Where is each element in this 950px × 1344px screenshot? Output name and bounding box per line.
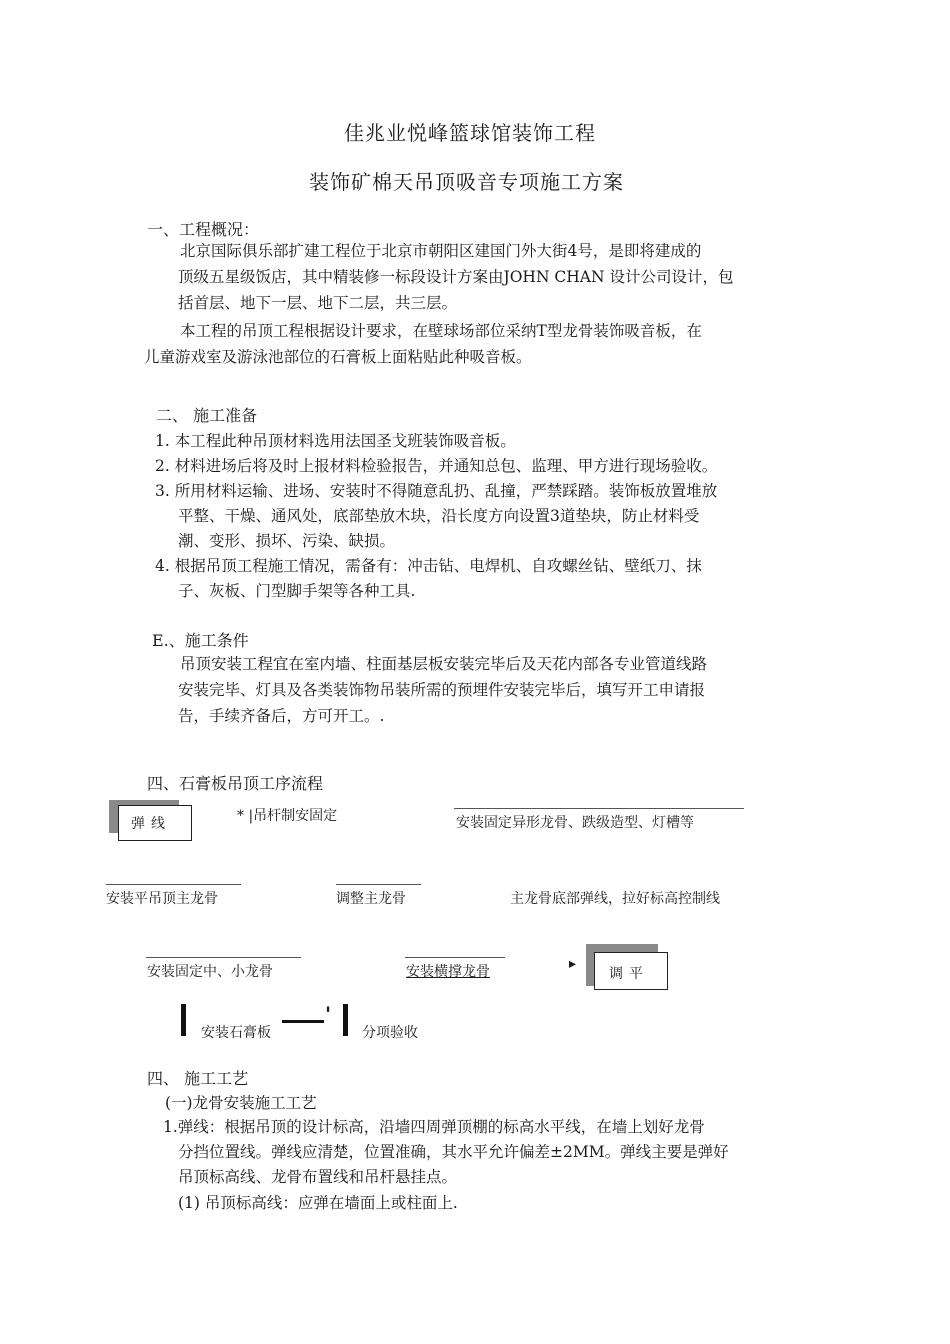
flow-step-cross-keel: 安装横撑龙骨 <box>406 964 490 980</box>
section-2-item: 3. 所用材料运输、进场、安装时不得随意乱扔、乱撞，严禁踩踏。装饰板放置堆放 <box>155 482 718 500</box>
section-2-item: 潮、变形、损坏、污染、缺损。 <box>178 532 396 550</box>
flow-level-label: 调平 <box>609 966 649 982</box>
section-5-subheading: (一)龙骨安装施工工艺 <box>165 1094 317 1112</box>
flow-start-label: 弹线 <box>131 816 171 832</box>
section-2-item: 2. 材料进场后将及时上报材料检验报告，并通知总包、监理、甲方进行现场验收。 <box>155 457 718 475</box>
document-subtitle: 装饰矿棉天吊顶吸音专项施工方案 <box>309 170 624 194</box>
flow-bracket-right <box>343 1004 348 1036</box>
section-2-item: 1. 本工程此种吊顶材料选用法国圣戈班装饰吸音板。 <box>155 432 516 450</box>
section-3-line: 吊顶安装工程宜在室内墙、柱面基层板安装完毕后及天花内部各专业管道线路 <box>180 655 708 673</box>
flow-tick-mark: ' <box>325 1002 332 1026</box>
flow-bracket-left <box>181 1004 186 1036</box>
section-1-line: 北京国际俱乐部扩建工程位于北京市朝阳区建国门外大街4号，是即将建成的 <box>180 242 702 260</box>
flow-step-main-keel: 安装平吊顶主龙骨 <box>106 891 218 907</box>
flow-rule <box>454 808 744 809</box>
flow-step-gypsum: 安装石膏板 <box>201 1025 271 1041</box>
section-2-heading: 二、 施工准备 <box>156 406 258 425</box>
flow-rule <box>106 884 241 885</box>
flow-step-snap-line: 主龙骨底部弹线，拉好标高控制线 <box>510 891 720 907</box>
section-1-line: 本工程的吊顶工程根据设计要求，在壁球场部位采纳T型龙骨装饰吸音板，在 <box>180 322 702 340</box>
section-1-line: 括首层、地下一层、地下二层，共三层。 <box>178 294 458 312</box>
section-3-line: 安装完毕、灯具及各类装饰物吊装所需的预埋件安装完毕后，填写开工申请报 <box>178 681 706 699</box>
flow-rule <box>146 957 301 958</box>
section-2-item: 子、灰板、门型脚手架等各种工具. <box>178 582 416 600</box>
document-title: 佳兆业悦峰篮球馆装饰工程 <box>344 121 596 145</box>
flow-rule <box>336 884 421 885</box>
flow-step-hanger: * |吊杆制安固定 <box>237 808 338 824</box>
section-1-heading: 一、工程概况： <box>147 220 260 239</box>
section-5-heading: 四、 施工工艺 <box>147 1069 249 1088</box>
section-3-line: 告，手续齐备后，方可开工。. <box>178 707 385 725</box>
flow-step-special-keel: 安装固定异形龙骨、跌级造型、灯槽等 <box>456 815 694 831</box>
arrow-right-icon: ▸ <box>569 956 577 972</box>
flow-connector-line <box>282 1020 324 1023</box>
flow-step-adjust-keel: 调整主龙骨 <box>336 891 406 907</box>
section-2-item: 平整、干燥、通风处，底部垫放木块，沿长度方向设置3道垫块，防止材料受 <box>178 507 700 525</box>
section-4-heading: 四、石膏板吊顶工序流程 <box>147 774 324 793</box>
section-3-heading: E.、施工条件 <box>152 631 249 650</box>
section-5-line: 分挡位置线。弹线应清楚，位置准确，其水平允许偏差±2MM。弹线主要是弹好 <box>178 1143 729 1161</box>
flow-rule <box>405 957 505 958</box>
section-2-item: 4. 根据吊顶工程施工情况，需备有：冲击钻、电焊机、自攻螺丝钻、壁纸刀、抹 <box>155 557 702 575</box>
flow-step-small-keel: 安装固定中、小龙骨 <box>147 964 273 980</box>
flow-step-acceptance: 分项验收 <box>362 1025 418 1041</box>
section-1-line: 顶级五星级饭店，其中精装修一标段设计方案由JOHN CHAN 设计公司设计，包 <box>178 268 734 286</box>
section-5-line: 吊顶标高线、龙骨布置线和吊杆悬挂点。 <box>178 1168 458 1186</box>
section-5-line: (1) 吊顶标高线：应弹在墙面上或柱面上. <box>178 1194 458 1212</box>
section-5-line: 1.弹线：根据吊顶的设计标高，沿墙四周弹顶棚的标高水平线，在墙上划好龙骨 <box>163 1118 705 1136</box>
section-1-line: 儿童游戏室及游泳池部位的石膏板上面粘贴此种吸音板。 <box>144 348 532 366</box>
